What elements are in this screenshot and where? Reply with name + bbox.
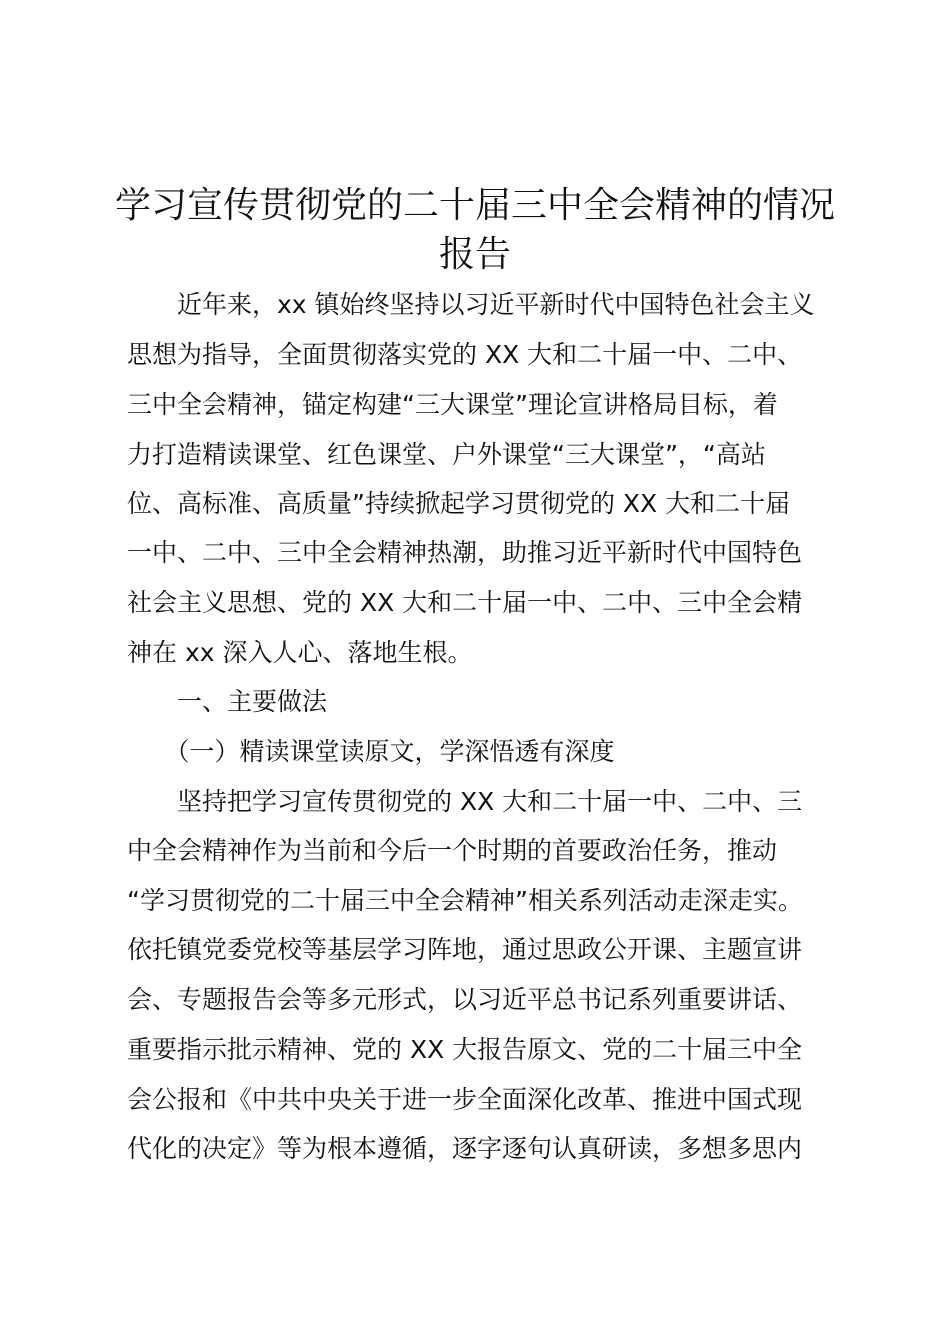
subsection-heading: （一）精读课堂读原文，学深悟透有深度 <box>127 737 615 766</box>
body-line: 会公报和《中共中央关于进一步全面深化改革、推进中国式现 <box>127 1085 803 1114</box>
body-line: 位、高标准、高质量”持续掀起学习贯彻党的 XX 大和二十届 <box>127 489 791 518</box>
body-line: 会、专题报告会等多元形式，以习近平总书记系列重要讲话、 <box>127 985 803 1014</box>
body-line: 中全会精神作为当前和今后一个时期的首要政治任务，推动 <box>127 836 778 865</box>
body-line: 力打造精读课堂、红色课堂、户外课堂“三大课堂”，“高站 <box>127 440 766 469</box>
document-title-line-2: 报告 <box>438 234 511 275</box>
body-line: 重要指示批示精神、党的 XX 大报告原文、党的二十届三中全 <box>127 1035 803 1064</box>
body-line: 一中、二中、三中全会精神热潮，助推习近平新时代中国特色 <box>127 538 803 567</box>
body-line: 思想为指导，全面贯彻落实党的 XX 大和二十届一中、二中、 <box>127 340 803 369</box>
body-line: 三中全会精神，锚定构建“三大课堂”理论宣讲格局目标，着 <box>127 390 778 419</box>
body-line: 近年来，xx 镇始终坚持以习近平新时代中国特色社会主义 <box>127 290 815 319</box>
body-line: 神在 xx 深入人心、落地生根。 <box>127 638 473 667</box>
body-line: 依托镇党委党校等基层学习阵地，通过思政公开课、主题宣讲 <box>127 935 803 964</box>
body-line: 社会主义思想、党的 XX 大和二十届一中、二中、三中全会精 <box>127 588 803 617</box>
body-line: 代化的决定》等为根本遵循，逐字逐句认真研读，多想多思内 <box>127 1134 803 1163</box>
section-heading: 一、主要做法 <box>127 687 328 716</box>
body-line: “学习贯彻党的二十届三中全会精神”相关系列活动走深走实。 <box>127 886 803 915</box>
body-line: 坚持把学习宣传贯彻党的 XX 大和二十届一中、二中、三 <box>127 787 803 816</box>
document-title-line-1: 学习宣传贯彻党的二十届三中全会精神的情况 <box>114 185 835 226</box>
